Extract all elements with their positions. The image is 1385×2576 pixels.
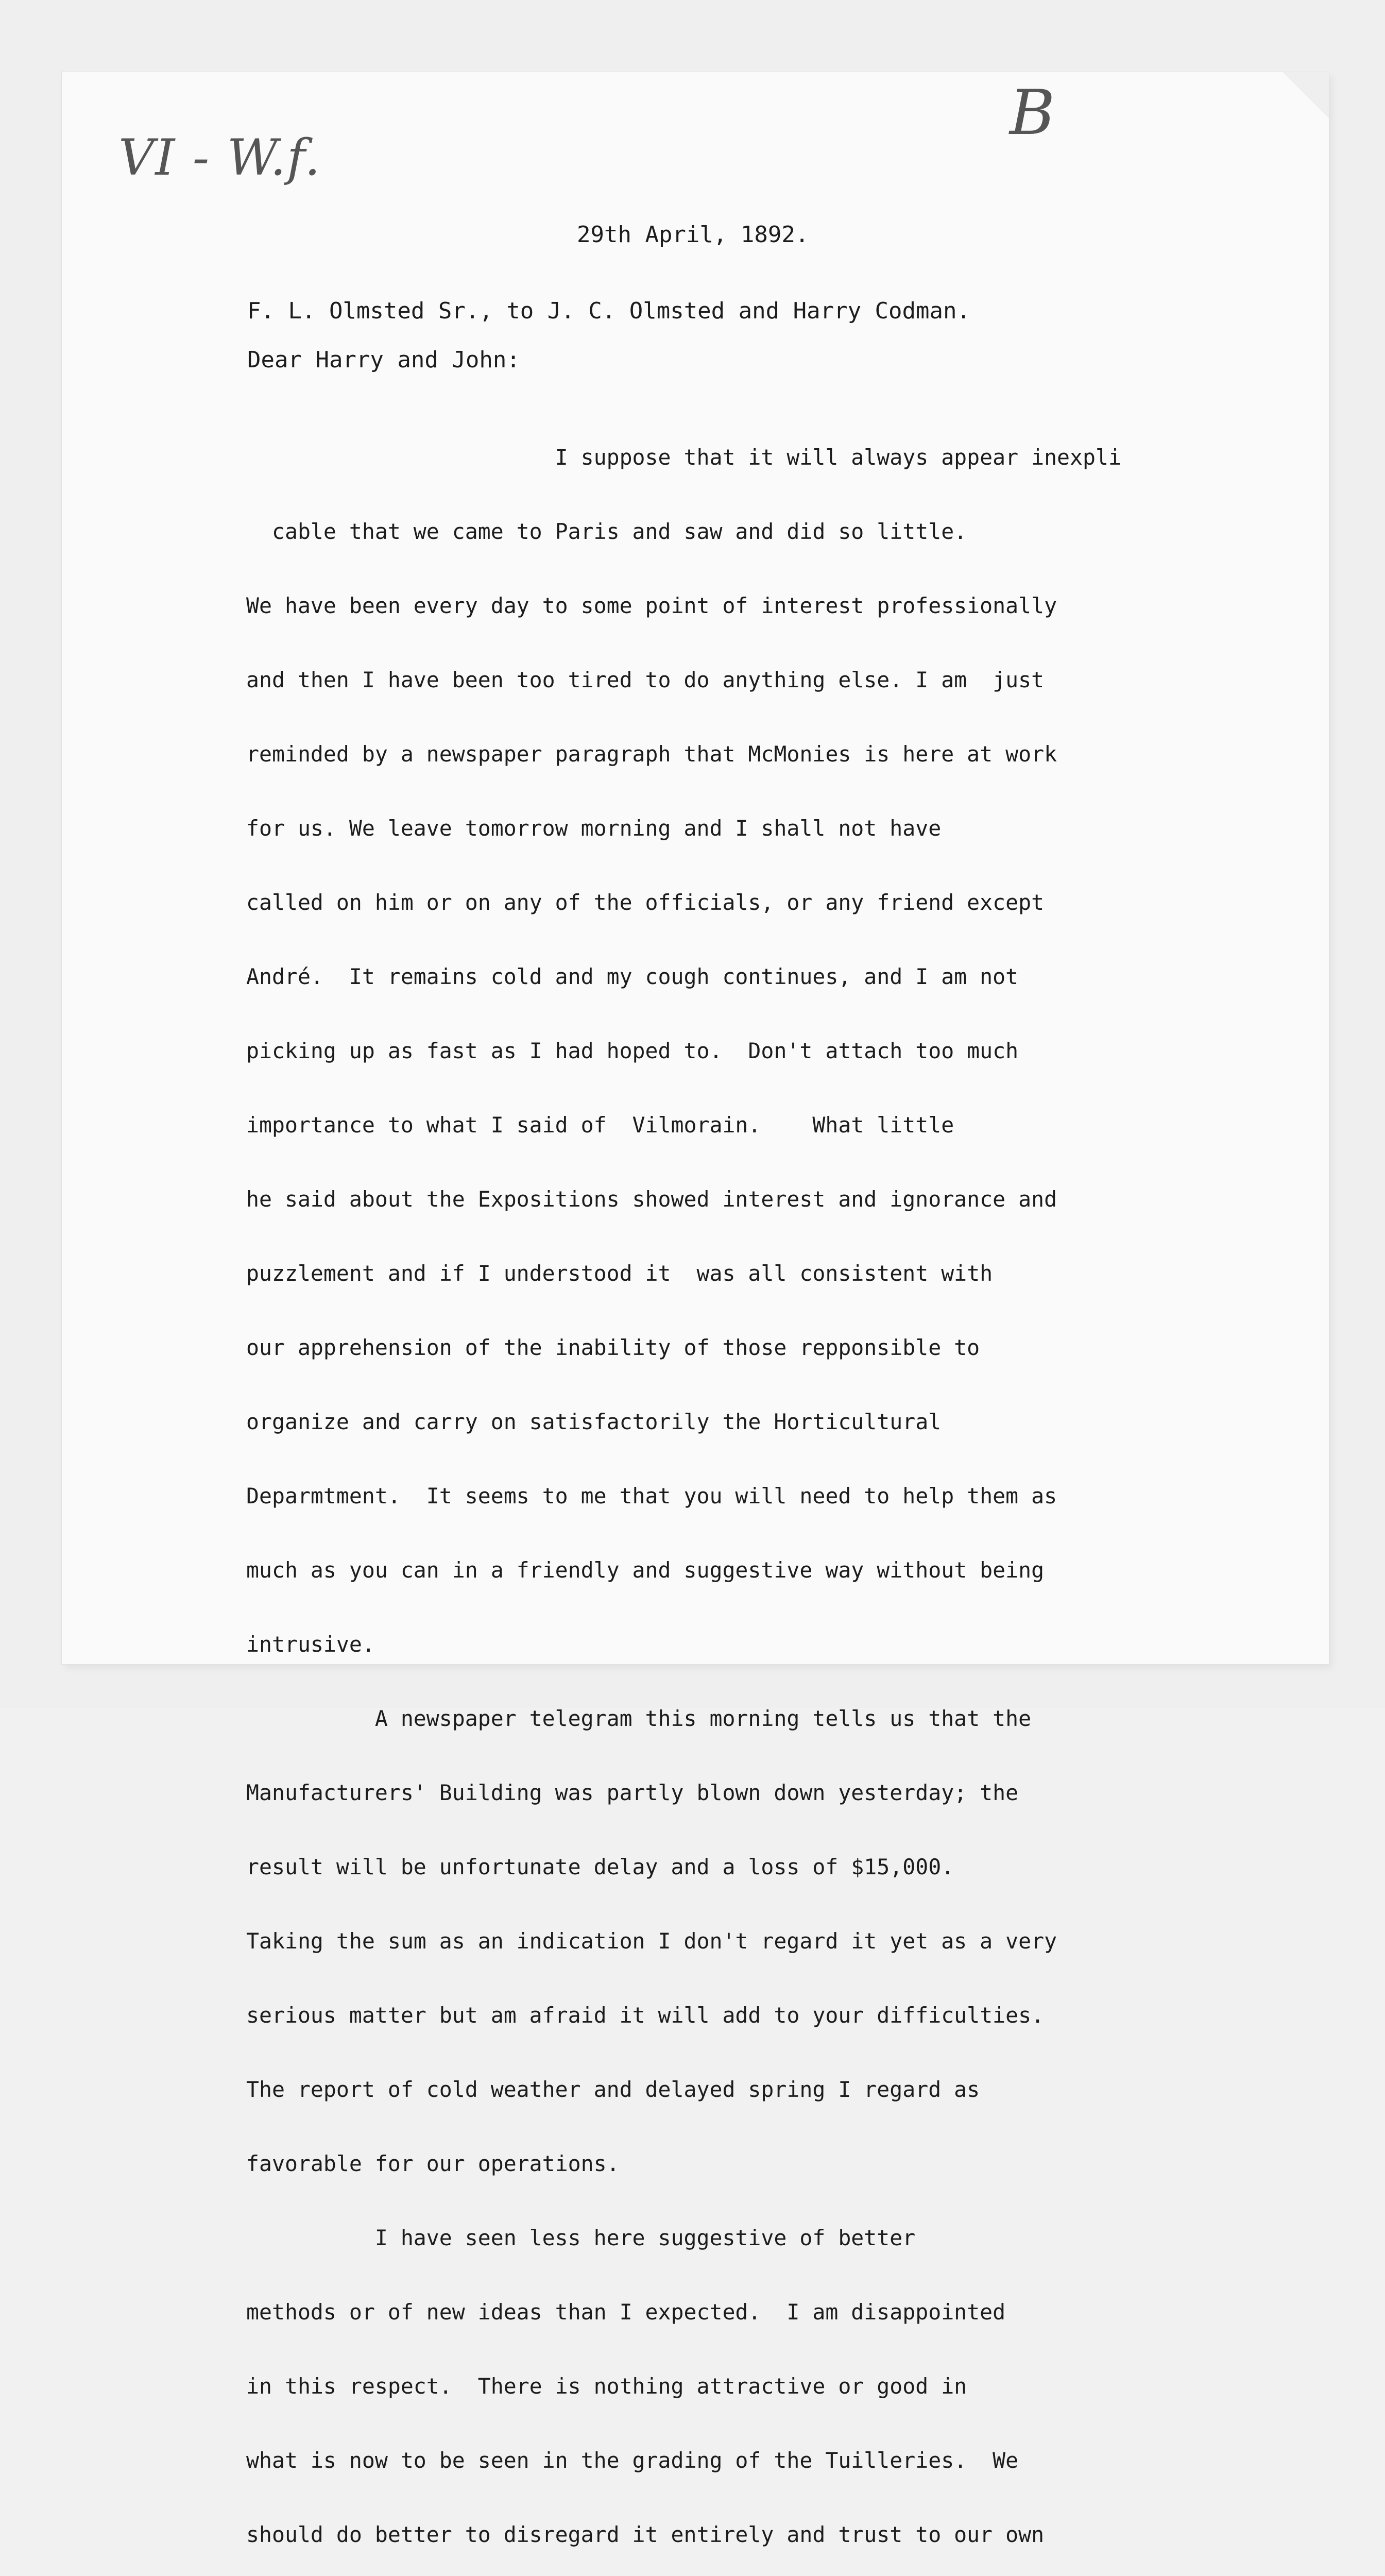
letter-line: I have seen less here suggestive of better <box>246 2225 916 2250</box>
letter-salutation: Dear Harry and John: <box>247 347 520 373</box>
letter-line: cable that we came to Paris and saw and did so little. <box>246 519 967 544</box>
letter-line: intrusive. <box>246 1632 375 1657</box>
letter-line: I suppose that it will always appear inexpli <box>246 445 1121 470</box>
letter-line: and then I have been too tired to do anything else. I am just <box>246 667 1045 692</box>
letter-line: he said about the Expositions showed interest and ignorance and <box>246 1187 1057 1212</box>
letter-line: result will be unfortunate delay and a loss of $15,000. <box>246 1854 954 1879</box>
letter-line: André. It remains cold and my cough continues, and I am not <box>246 964 1019 989</box>
letter-line: Deparmtment. It seems to me that you will need to help them as <box>246 1483 1057 1509</box>
letter-line: our apprehension of the inability of those repponsible to <box>246 1335 980 1360</box>
page-corner-fold <box>1283 72 1329 118</box>
letter-line: organize and carry on satisfactorily the Horticultural <box>246 1409 942 1434</box>
letter-line: We have been every day to some point of interest professionally <box>246 593 1057 618</box>
letter-date: 29th April, 1892. <box>577 222 809 248</box>
letter-line: in this respect. There is nothing attractive or good in <box>246 2374 967 2399</box>
letter-line: puzzlement and if I understood it was all consistent with <box>246 1261 993 1286</box>
letter-line: Manufacturers' Building was partly blown down yesterday; the <box>246 1780 1019 1805</box>
letter-line: Taking the sum as an indication I don't regard it yet as a very <box>246 1928 1057 1954</box>
letter-line: favorable for our operations. <box>246 2151 620 2176</box>
letter-line: A newspaper telegram this morning tells us that the <box>246 1706 1032 1731</box>
letter-line: importance to what I said of Vilmorain. What little <box>246 1112 954 1138</box>
letter-line: The report of cold weather and delayed spring I regard as <box>246 2077 980 2102</box>
handwritten-annotation-left: VI - W.f. <box>118 129 321 187</box>
letter-line: methods or of new ideas than I expected. I am disappointed <box>246 2299 1006 2325</box>
letter-body <box>246 396 1121 2576</box>
handwritten-annotation-right: B <box>1010 77 1056 149</box>
letter-line: serious matter but am afraid it will add to your difficulties. <box>246 2003 1045 2028</box>
letter-heading: F. L. Olmsted Sr., to J. C. Olmsted and Harry Codman. <box>247 298 970 324</box>
letter-line: should do better to disregard it entirely and trust to our own <box>246 2522 1045 2547</box>
letter-line: reminded by a newspaper paragraph that McMonies is here at work <box>246 741 1057 767</box>
letter-line: called on him or on any of the officials, or any friend except <box>246 890 1045 915</box>
letter-line: what is now to be seen in the grading of the Tuilleries. We <box>246 2448 1019 2473</box>
letter-line: picking up as fast as I had hoped to. Don't attach too much <box>246 1038 1019 1063</box>
letter-line: much as you can in a friendly and suggestive way without being <box>246 1557 1045 1583</box>
letter-line: for us. We leave tomorrow morning and I shall not have <box>246 816 942 841</box>
